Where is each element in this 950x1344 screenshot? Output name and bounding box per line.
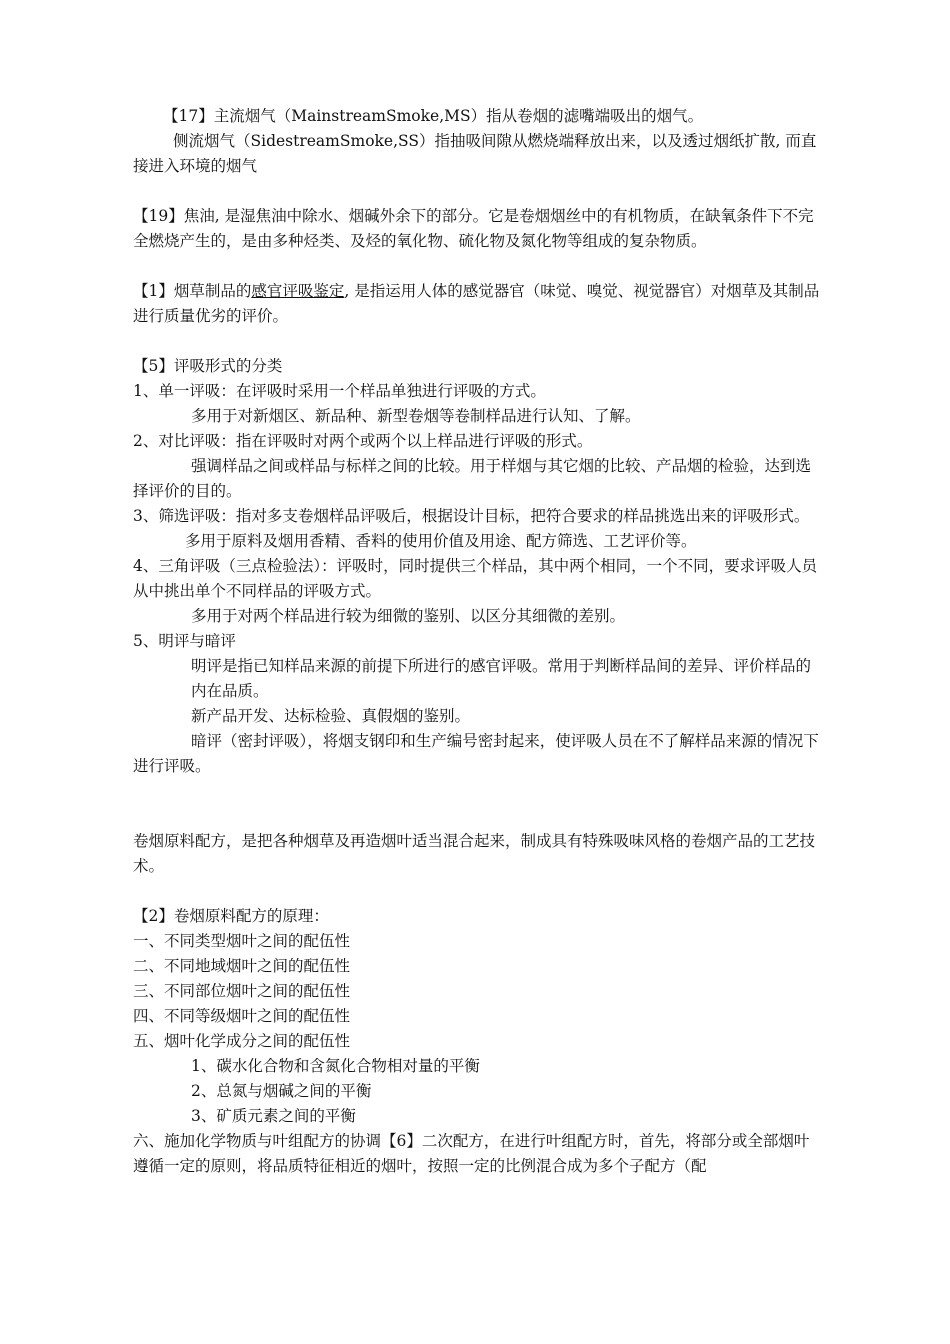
list-item-5-note-2: 新产品开发、达标检验、真假烟的鉴别。 (191, 707, 471, 725)
list-item-1-note: 多用于对新烟区、新品种、新型卷烟等卷制样品进行认知、了解。 (191, 407, 641, 425)
paragraph-6-secondary-blend: 六、施加化学物质与叶组配方的协调【6】二次配方，在进行叶组配方时，首先，将部分或全部烟叶遵循一定的原则，将品质特征相近的烟叶，按照一定的比例混合成为多个子配方（配 (133, 1132, 810, 1175)
document-page (133, 104, 823, 1179)
list-item-5-note-3: 暗评（密封评吸），将烟支钢印和生产编号密封起来，使评吸人员在不了解样品来源的情况下进行评吸。 (133, 732, 819, 775)
list-item-1: 1、单一评吸：在评吸时采用一个样品单独进行评吸的方式。 (133, 382, 546, 400)
paragraph-17-sidestream: 侧流烟气（SidestreamSmoke,SS）指抽吸间隙从燃烧端释放出来，以及透过烟纸扩散, 而直接进入环境的烟气 (133, 132, 817, 175)
sub-principle-item: 2、总氮与烟碱之间的平衡 (191, 1082, 372, 1100)
paragraph-blend-definition: 卷烟原料配方，是把各种烟草及再造烟叶适当混合起来，制成具有特殊吸味风格的卷烟产品的工艺技术。 (133, 832, 816, 875)
heading-2-principles: 【2】卷烟原料配方的原理： (133, 907, 329, 925)
paragraph-19-tar: 【19】焦油, 是湿焦油中除水、烟碱外余下的部分。它是卷烟烟丝中的有机物质，在缺氧条件下不完全燃烧产生的，是由多种烃类、及烃的氧化物、硫化物及氮化物等组成的复杂物质。 (133, 207, 814, 250)
list-item-4-note: 多用于对两个样品进行较为细微的鉴别、以区分其细微的差别。 (191, 607, 626, 625)
principle-item: 三、不同部位烟叶之间的配伍性 (133, 982, 351, 1000)
list-item-3-note: 多用于原料及烟用香精、香料的使用价值及用途、配方筛选、工艺评价等。 (185, 532, 697, 550)
list-item-2-note: 强调样品之间或样品与标样之间的比较。用于样烟与其它烟的比较、产品烟的检验，达到选择评价的目的。 (133, 457, 812, 500)
list-item-5-note-1: 明评是指已知样品来源的前提下所进行的感官评吸。常用于判断样品间的差异、评价样品的内在品质。 (191, 657, 812, 700)
sub-principle-item: 3、矿质元素之间的平衡 (191, 1107, 356, 1125)
principle-item: 一、不同类型烟叶之间的配伍性 (133, 932, 351, 950)
heading-5-classification: 【5】评吸形式的分类 (133, 357, 283, 375)
underlined-term: 感官评吸鉴定 (251, 282, 345, 300)
principle-item: 四、不同等级烟叶之间的配伍性 (133, 1007, 351, 1025)
sub-principle-item: 1、碳水化合物和含氮化合物相对量的平衡 (191, 1057, 480, 1075)
list-item-3: 3、筛选评吸：指对多支卷烟样品评吸后，根据设计目标，把符合要求的样品挑选出来的评吸形式。 (133, 507, 810, 525)
list-item-2: 2、对比评吸：指在评吸时对两个或两个以上样品进行评吸的形式。 (133, 432, 593, 450)
principle-item: 五、烟叶化学成分之间的配伍性 (133, 1032, 351, 1050)
principle-item: 二、不同地域烟叶之间的配伍性 (133, 957, 351, 975)
paragraph-1-sensory: 【1】烟草制品的感官评吸鉴定, 是指运用人体的感觉器官（味觉、嗅觉、视觉器官）对烟草及其制品进行质量优劣的评价。 (133, 282, 820, 325)
list-item-4: 4、三角评吸（三点检验法）：评吸时，同时提供三个样品，其中两个相同，一个不同，要求评吸人员从中挑出单个不同样品的评吸方式。 (133, 557, 818, 600)
paragraph-17-mainstream: 【17】主流烟气（MainstreamSmoke,MS）指从卷烟的滤嘴端吸出的烟气。 (163, 107, 704, 125)
list-item-5: 5、明评与暗评 (133, 632, 236, 650)
